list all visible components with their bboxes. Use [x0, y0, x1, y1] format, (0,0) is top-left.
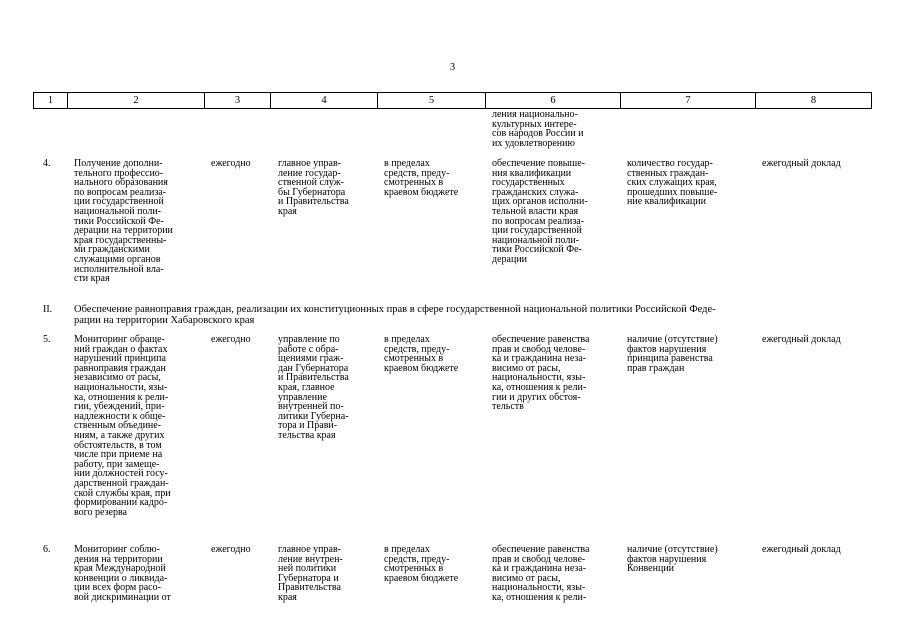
table-header: [33, 92, 872, 109]
expected-result-text: обеспечение равенства прав и свобод челове- ка и гражданина неза- висимо от расы, национальности, язы- ка, отношения к рели-: [492, 544, 590, 603]
row-number: 6.: [43, 544, 51, 555]
funding-text: в пределах средств, преду- смотренных в краевом бюджете: [384, 158, 459, 198]
measure-text: Получение дополни- тельного профессио- нального образования по вопросам реализа- ции государственной национальной поли- тики Российской Фе- дерации на территории края государственны- ми гражданскими служащими органов исполнительной вла- сти края: [74, 158, 173, 285]
funding-text: в пределах средств, преду- смотренных в краевом бюджете: [384, 544, 459, 584]
executor-text: управление по работе с обра- щениями граж- дан Губернатора и Правительства края, главное управление внутренней по- литики Губерна- тора и Прави- тельства края: [278, 334, 349, 441]
deadline-text: ежегодно: [211, 158, 251, 169]
indicator-text: наличие (отсутствие) фактов нарушения Конвенции: [627, 544, 718, 575]
deadline-text: ежегодно: [211, 334, 251, 345]
expected-result-text: обеспечение повыше- ния квалификации государственных гражданских служа- щих органов исполни- тельной власти края по вопросам реализа- ции государственной национальной поли- тики Российской Фе- дерации: [492, 158, 588, 265]
report-form-text: ежегодный доклад: [762, 158, 841, 169]
column-number-8: 8: [756, 93, 872, 109]
report-form-text: ежегодный доклад: [762, 334, 841, 345]
continuation-result-text: ления национально- культурных интере- сов народов России и их удовлетворению: [492, 109, 584, 149]
page-number: 3: [449, 62, 456, 73]
column-number-7: 7: [621, 93, 756, 109]
section-title: Обеспечение равноправия граждан, реализации их конституционных прав в сфере государственной национальной политики Российской Феде- рации на территории Хабаровского края: [74, 304, 716, 326]
table-header-row: [34, 93, 872, 109]
column-number-5: 5: [378, 93, 486, 109]
measure-text: Мониторинг соблю- дения на территории края Международной конвенции о ликвида- ции всех форм расо- вой дискриминации от: [74, 544, 171, 603]
section-number: II.: [43, 304, 53, 315]
report-form-text: ежегодный доклад: [762, 544, 841, 555]
row-number: 4.: [43, 158, 51, 169]
executor-text: главное управ- ление внутрен- ней политики Губернатора и Правительства края: [278, 544, 343, 603]
column-number-4: 4: [271, 93, 378, 109]
column-number-2: 2: [68, 93, 205, 109]
column-number-6: 6: [486, 93, 621, 109]
indicator-text: наличие (отсутствие) фактов нарушения принципа равенства прав граждан: [627, 334, 718, 374]
column-number-1: 1: [34, 93, 68, 109]
measure-text: Мониторинг обраще- ний граждан о фактах нарушений принципа равноправия граждан независимо от расы, национальности, язы- ка, отношения к рели- гии, убеждений, при- надлежности к обще- ственным объедине- ниям, а также других обстоятельств, в том числе при приеме на работу, при замеще- нии должностей госу- дарственной граждан- ской службы края, при формировании кадро- вого резерва: [74, 334, 171, 518]
executor-text: главное управ- ление государ- ственной служ- бы Губернатора и Правительства края: [278, 158, 349, 217]
funding-text: в пределах средств, преду- смотренных в краевом бюджете: [384, 334, 459, 374]
row-number: 5.: [43, 334, 51, 345]
column-number-3: 3: [205, 93, 271, 109]
deadline-text: ежегодно: [211, 544, 251, 555]
expected-result-text: обеспечение равенства прав и свобод челове- ка и гражданина неза- висимо от расы, национальности, язы- ка, отношения к рели- гии и других обстоя- тельств: [492, 334, 590, 413]
indicator-text: количество государ- ственных граждан- ских служащих края, прошедших повыше- ние квалификации: [627, 158, 718, 208]
